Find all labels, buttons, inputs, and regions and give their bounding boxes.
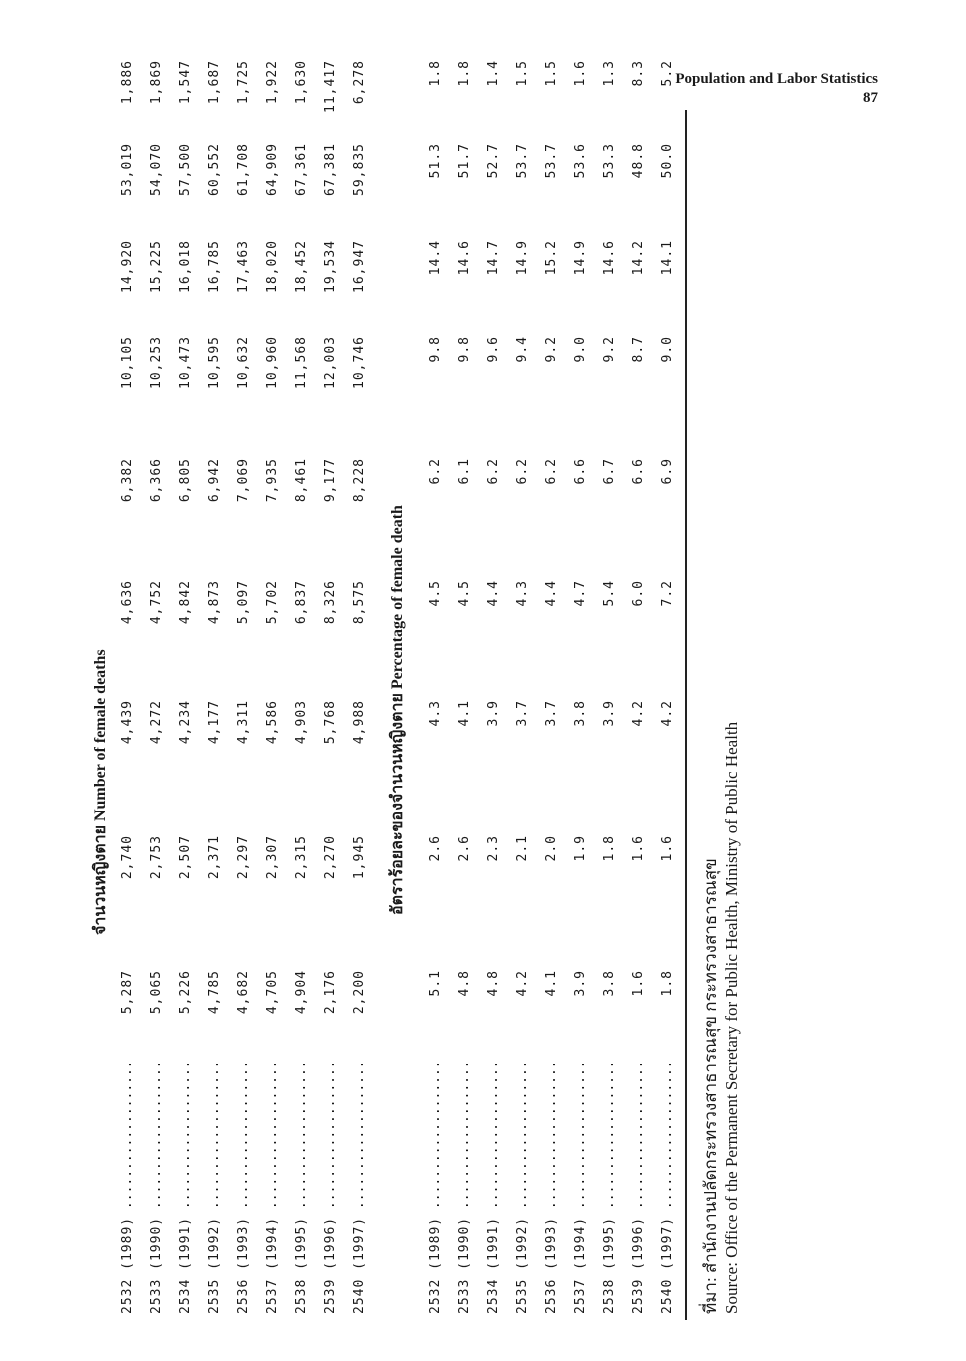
section1-title: จำนวนหญิงตาย Number of female deaths (92, 649, 109, 935)
row-label: 2540 (1997) ..... (352, 1064, 367, 1314)
cell-value: 9.2 (544, 336, 559, 363)
cell-value: 1,922 (265, 60, 280, 105)
cell-value: 1.6 (573, 60, 588, 87)
table-row (205, 60, 225, 1320)
cell-value: 4.1 (544, 970, 559, 997)
cell-value: 5.1 (428, 970, 443, 997)
cell-value: 8.7 (631, 336, 646, 363)
row-label: 2537 (1994) ..... (573, 1064, 588, 1314)
cell-value: 1.5 (515, 60, 530, 87)
cell-value: 6.2 (544, 458, 559, 485)
rotated-table (92, 60, 741, 1320)
row-label: 2533 (1990) ..... (457, 1064, 472, 1314)
cell-value: 4.2 (660, 700, 675, 727)
page-header (675, 70, 878, 108)
cell-value: 4,842 (178, 580, 193, 625)
cell-value: 2,315 (294, 835, 309, 880)
source-thai: ที่มา: สำนักงานปลัดกระทรวงสาธารณสุข กระทรวงสาธารณสุข (701, 858, 720, 1314)
cell-value: 3.8 (602, 970, 617, 997)
cell-value: 2,200 (352, 970, 367, 1015)
cell-value: 4,682 (236, 970, 251, 1015)
table-row (455, 60, 475, 1320)
cell-value: 4,234 (178, 700, 193, 745)
cell-value: 2,297 (236, 835, 251, 880)
row-label: 2538 (1995) ..... (294, 1064, 309, 1314)
cell-value: 4,785 (207, 970, 222, 1015)
table-row (118, 60, 138, 1320)
cell-value: 59,835 (352, 143, 367, 196)
cell-value: 5,226 (178, 970, 193, 1015)
cell-value: 1.6 (660, 835, 675, 862)
cell-value: 3.9 (602, 700, 617, 727)
cell-value: 1,547 (178, 60, 193, 105)
cell-value: 1,630 (294, 60, 309, 105)
cell-value: 1.8 (428, 60, 443, 87)
cell-value: 60,552 (207, 143, 222, 196)
cell-value: 4,705 (265, 970, 280, 1015)
table-row (292, 60, 312, 1320)
cell-value: 4.1 (457, 700, 472, 727)
cell-value: 4,988 (352, 700, 367, 745)
cell-value: 6,942 (207, 458, 222, 503)
table-row (234, 60, 254, 1320)
row-label: 2537 (1994) ..... (265, 1064, 280, 1314)
cell-value: 5.4 (602, 580, 617, 607)
cell-value: 52.7 (486, 143, 501, 179)
cell-value: 6.2 (515, 458, 530, 485)
cell-value: 4.2 (631, 700, 646, 727)
row-label: 2535 (1992) ..... (515, 1064, 530, 1314)
cell-value: 18,452 (294, 240, 309, 293)
table-row (484, 60, 504, 1320)
cell-value: 5,065 (149, 970, 164, 1015)
cell-value: 4,904 (294, 970, 309, 1015)
table-row (426, 60, 446, 1320)
table-row (542, 60, 562, 1320)
cell-value: 4,873 (207, 580, 222, 625)
row-label: 2534 (1991) ..... (486, 1064, 501, 1314)
cell-value: 2,270 (323, 835, 338, 880)
row-label: 2535 (1992) ..... (207, 1064, 222, 1314)
cell-value: 12,003 (323, 336, 338, 389)
table-row (600, 60, 620, 1320)
cell-value: 6,278 (352, 60, 367, 105)
cell-value: 11,568 (294, 336, 309, 389)
cell-value: 53.3 (602, 143, 617, 179)
cell-value: 2.0 (544, 835, 559, 862)
row-label: 2536 (1993) ..... (236, 1064, 251, 1314)
cell-value: 15,225 (149, 240, 164, 293)
cell-value: 4.4 (544, 580, 559, 607)
cell-value: 6.1 (457, 458, 472, 485)
cell-value: 50.0 (660, 143, 675, 179)
cell-value: 16,018 (178, 240, 193, 293)
cell-value: 8.3 (631, 60, 646, 87)
cell-value: 3.8 (573, 700, 588, 727)
cell-value: 9.4 (515, 336, 530, 363)
cell-value: 14.6 (457, 240, 472, 276)
cell-value: 11,417 (323, 60, 338, 113)
cell-value: 8,461 (294, 458, 309, 503)
cell-value: 7,935 (265, 458, 280, 503)
cell-value: 1.6 (631, 970, 646, 997)
cell-value: 10,746 (352, 336, 367, 389)
cell-value: 1.4 (486, 60, 501, 87)
cell-value: 16,785 (207, 240, 222, 293)
cell-value: 19,534 (323, 240, 338, 293)
cell-value: 4.3 (428, 700, 443, 727)
row-label: 2538 (1995) ..... (602, 1064, 617, 1314)
table-row (147, 60, 167, 1320)
cell-value: 48.8 (631, 143, 646, 179)
cell-value: 4.8 (486, 970, 501, 997)
cell-value: 9.2 (602, 336, 617, 363)
row-label: 2536 (1993) ..... (544, 1064, 559, 1314)
cell-value: 4.4 (486, 580, 501, 607)
cell-value: 6,805 (178, 458, 193, 503)
table-row (513, 60, 533, 1320)
cell-value: 1.3 (602, 60, 617, 87)
cell-value: 10,960 (265, 336, 280, 389)
row-label: 2532 (1989) ..... (428, 1064, 443, 1314)
cell-value: 54,070 (149, 143, 164, 196)
cell-value: 51.3 (428, 143, 443, 179)
cell-value: 53.7 (515, 143, 530, 179)
section2-title: อัตราร้อยละของจำนวนหญิงตาย Percentage of female death (389, 505, 406, 915)
cell-value: 5,287 (120, 970, 135, 1015)
table-row (176, 60, 196, 1320)
cell-value: 53.6 (573, 143, 588, 179)
row-label: 2539 (1996) ..... (323, 1064, 338, 1314)
cell-value: 4,311 (236, 700, 251, 745)
cell-value: 1.6 (631, 835, 646, 862)
cell-value: 4,272 (149, 700, 164, 745)
cell-value: 2.3 (486, 835, 501, 862)
table-row (658, 60, 678, 1320)
cell-value: 3.9 (573, 970, 588, 997)
table-row (629, 60, 649, 1320)
cell-value: 14,920 (120, 240, 135, 293)
cell-value: 1,945 (352, 835, 367, 880)
cell-value: 4,439 (120, 700, 135, 745)
table-row (350, 60, 370, 1320)
cell-value: 14.9 (515, 240, 530, 276)
cell-value: 14.2 (631, 240, 646, 276)
cell-value: 10,253 (149, 336, 164, 389)
table-row (263, 60, 283, 1320)
cell-value: 2,307 (265, 835, 280, 880)
cell-value: 2,507 (178, 835, 193, 880)
cell-value: 2.6 (428, 835, 443, 862)
cell-value: 4,177 (207, 700, 222, 745)
cell-value: 53,019 (120, 143, 135, 196)
cell-value: 2,176 (323, 970, 338, 1015)
cell-value: 2,753 (149, 835, 164, 880)
cell-value: 8,575 (352, 580, 367, 625)
cell-value: 5,097 (236, 580, 251, 625)
source-divider (685, 110, 687, 1320)
cell-value: 6.6 (573, 458, 588, 485)
cell-value: 53.7 (544, 143, 559, 179)
cell-value: 4.7 (573, 580, 588, 607)
cell-value: 4,752 (149, 580, 164, 625)
cell-value: 6.9 (660, 458, 675, 485)
cell-value: 5,768 (323, 700, 338, 745)
row-label: 2540 (1997) ..... (660, 1064, 675, 1314)
cell-value: 14.4 (428, 240, 443, 276)
cell-value: 1.8 (660, 970, 675, 997)
cell-value: 6,382 (120, 458, 135, 503)
row-label: 2534 (1991) ..... (178, 1064, 193, 1314)
page-number: 87 (863, 90, 878, 106)
cell-value: 9.8 (457, 336, 472, 363)
cell-value: 6,837 (294, 580, 309, 625)
table-row (571, 60, 591, 1320)
row-label: 2533 (1990) ..... (149, 1064, 164, 1314)
cell-value: 17,463 (236, 240, 251, 293)
cell-value: 3.7 (515, 700, 530, 727)
cell-value: 16,947 (352, 240, 367, 293)
cell-value: 10,632 (236, 336, 251, 389)
cell-value: 4,903 (294, 700, 309, 745)
cell-value: 6.7 (602, 458, 617, 485)
cell-value: 4.8 (457, 970, 472, 997)
cell-value: 6.0 (631, 580, 646, 607)
cell-value: 6.2 (428, 458, 443, 485)
cell-value: 51.7 (457, 143, 472, 179)
page-header-title: Population and Labor Statistics (675, 71, 878, 87)
cell-value: 4.5 (428, 580, 443, 607)
cell-value: 7,069 (236, 458, 251, 503)
cell-value: 9,177 (323, 458, 338, 503)
cell-value: 6.6 (631, 458, 646, 485)
cell-value: 9.0 (660, 336, 675, 363)
cell-value: 4.2 (515, 970, 530, 997)
cell-value: 2,740 (120, 835, 135, 880)
cell-value: 57,500 (178, 143, 193, 196)
cell-value: 1.8 (457, 60, 472, 87)
cell-value: 9.0 (573, 336, 588, 363)
table-row (321, 60, 341, 1320)
cell-value: 6,366 (149, 458, 164, 503)
cell-value: 9.6 (486, 336, 501, 363)
row-label: 2539 (1996) ..... (631, 1064, 646, 1314)
cell-value: 18,020 (265, 240, 280, 293)
cell-value: 5.2 (660, 60, 675, 87)
row-label: 2532 (1989) ..... (120, 1064, 135, 1314)
cell-value: 3.9 (486, 700, 501, 727)
cell-value: 1,687 (207, 60, 222, 105)
cell-value: 3.7 (544, 700, 559, 727)
cell-value: 10,473 (178, 336, 193, 389)
cell-value: 9.8 (428, 336, 443, 363)
cell-value: 2.1 (515, 835, 530, 862)
cell-value: 5,702 (265, 580, 280, 625)
cell-value: 14.1 (660, 240, 675, 276)
cell-value: 7.2 (660, 580, 675, 607)
cell-value: 1.9 (573, 835, 588, 862)
cell-value: 1,725 (236, 60, 251, 105)
cell-value: 4,636 (120, 580, 135, 625)
cell-value: 1.8 (602, 835, 617, 862)
cell-value: 4.3 (515, 580, 530, 607)
cell-value: 67,381 (323, 143, 338, 196)
cell-value: 8,228 (352, 458, 367, 503)
cell-value: 2,371 (207, 835, 222, 880)
cell-value: 61,708 (236, 143, 251, 196)
cell-value: 1.5 (544, 60, 559, 87)
cell-value: 14.7 (486, 240, 501, 276)
cell-value: 1,886 (120, 60, 135, 105)
source-english: Source: Office of the Permanent Secretary for Public Health, Ministry of Public Health (722, 721, 741, 1314)
cell-value: 10,105 (120, 336, 135, 389)
cell-value: 15.2 (544, 240, 559, 276)
cell-value: 67,361 (294, 143, 309, 196)
cell-value: 4.5 (457, 580, 472, 607)
cell-value: 14.6 (602, 240, 617, 276)
cell-value: 1,869 (149, 60, 164, 105)
cell-value: 4,586 (265, 700, 280, 745)
cell-value: 14.9 (573, 240, 588, 276)
cell-value: 10,595 (207, 336, 222, 389)
cell-value: 8,326 (323, 580, 338, 625)
cell-value: 6.2 (486, 458, 501, 485)
cell-value: 64,909 (265, 143, 280, 196)
cell-value: 2.6 (457, 835, 472, 862)
